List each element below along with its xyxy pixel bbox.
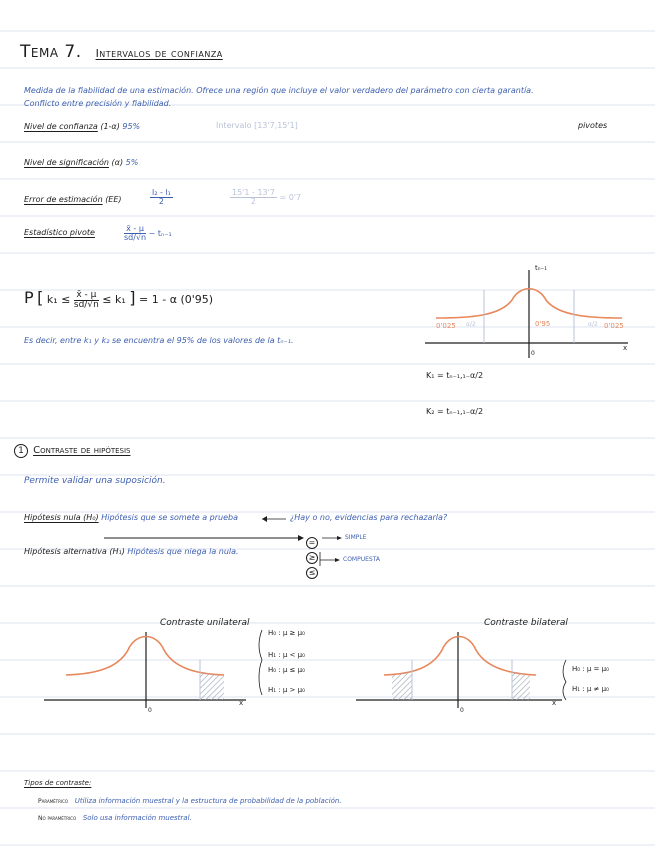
unilateral-h0b: H₀ : μ ≤ μ₀ [268, 666, 305, 674]
parametrico-desc: Utiliza información muestral y la estructura de probabilidad de la población. [74, 797, 342, 805]
ee-note-denominator: 2 [250, 197, 256, 206]
section-1-number: 1 [14, 444, 28, 458]
t-plot-tail-right: α/2 [588, 321, 598, 328]
t-plot-ylabel: tₙ₋₁ [535, 264, 548, 272]
section-1-heading [14, 440, 131, 458]
prob-numerator: x̄ - μ [74, 291, 99, 301]
nivel-confianza-row [24, 123, 140, 131]
prob-rhs: = 1 - α (0'95) [139, 293, 214, 306]
unilateral-h1b: H₁ : μ > μ₀ [268, 686, 305, 694]
ee-note-numerator: 15'1 - 13'7 [232, 188, 275, 197]
k1-definition: K₁ = tₙ₋₁,₁₋α/2 [426, 371, 484, 380]
prob-p: P [24, 288, 34, 307]
h0-label: Hipótesis nula (H₀) [24, 513, 99, 522]
prob-k2: ≤ k₁ [102, 293, 126, 306]
parametrico-row [38, 798, 342, 805]
k2-definition: K₂ = tₙ₋₁,₁₋α/2 [426, 407, 484, 416]
page-title [20, 44, 223, 61]
h1-label: Hipótesis alternativa (H₁) [24, 547, 125, 556]
error-estimacion-fraction [150, 189, 173, 206]
h0-description: Hipótesis que se somete a prueba [101, 513, 238, 522]
bilateral-x: x [552, 699, 557, 707]
nivel-significacion-symbol: (α) [111, 158, 124, 167]
tipos-title: Tipos de contraste: [24, 779, 92, 787]
bilateral-h1: H₁ : μ ≠ μ₀ [572, 685, 609, 693]
nivel-confianza-note: Intervalo [13'7,15'1] [216, 121, 298, 130]
side-note: pivotes [578, 121, 608, 130]
pivote-distribution: ~ tₙ₋₁ [148, 229, 172, 238]
intro-line-1: Medida de la fiabilidad de una estimación. Ofrece una región que incluye el valor verdadero del parámetro con cierta garantía. [24, 86, 534, 95]
bilateral-h0: H₀ : μ = μ₀ [572, 665, 609, 673]
parametrico-label: Paramétrico [38, 798, 69, 805]
h0-row [24, 514, 238, 522]
h0-question: ¿Hay o no, evidencias para rechazarla? [290, 513, 448, 522]
unilateral-title: Contraste unilateral [160, 618, 250, 628]
unilateral-zero: 0 [148, 707, 152, 714]
noparametrico-desc: Solo usa información muestral. [82, 814, 192, 822]
t-plot-zero: 0 [531, 350, 535, 357]
nivel-confianza-symbol: (1-α) [100, 122, 120, 131]
error-estimacion-label: Error de estimación [24, 195, 103, 204]
title-number: Tema 7. [20, 42, 82, 62]
noparametrico-row [38, 815, 192, 822]
le-symbol: ≤ [306, 562, 318, 579]
t-plot-right-label: 0'025 [604, 322, 624, 330]
error-estimacion-note [230, 189, 301, 206]
h1-row [24, 548, 239, 556]
ee-note-result: = 0'7 [279, 193, 302, 202]
equal-symbol: = [306, 532, 318, 549]
bilateral-title: Contraste bilateral [484, 618, 568, 628]
pivote-numerator: x̄ - μ [124, 225, 146, 234]
noparametrico-label: No paramétrico [38, 815, 77, 822]
t-plot-xlabel: x [623, 344, 628, 352]
unilateral-h0a: H₀ : μ ≥ μ₀ [268, 629, 305, 637]
section-1-title: Contraste de hipótesis [33, 445, 131, 456]
compuesta-label: COMPUESTA [343, 556, 381, 563]
error-estimacion-row [24, 196, 122, 204]
t-plot-tail-left: α/2 [466, 321, 476, 328]
unilateral-x: x [239, 699, 244, 707]
simple-label: SIMPLE [345, 534, 367, 541]
nivel-confianza-value: 95% [122, 122, 141, 131]
nivel-significacion-row [24, 159, 138, 167]
pivote-label: Estadístico pivote [24, 228, 95, 237]
prob-k1: k₁ ≤ [46, 293, 71, 306]
t-plot-center-label: 0'95 [535, 320, 551, 328]
es-decir-text: Es decir, entre k₁ y k₂ se encuentra el 95% de los valores de la tₙ₋₁. [24, 336, 294, 345]
permite-text: Permite validar una suposición. [24, 476, 166, 486]
t-plot-left-label: 0'025 [436, 322, 456, 330]
nivel-significacion-value: 5% [125, 158, 139, 167]
prob-denominator: sd/√n [73, 299, 99, 310]
nivel-significacion-label: Nivel de significación [24, 158, 109, 167]
title-name: Intervalos de confianza [95, 47, 223, 60]
pivote-formula [124, 225, 172, 242]
intro-line-2: Conflicto entre precisión y fiabilidad. [24, 99, 172, 108]
pivote-denominator: sd/√n [124, 233, 147, 242]
probability-formula: P [ k₁ ≤ $\frac{x̄ - \mu}{sd/√n}$ ≤ k₁ ] = 1 - α (0'95) [24, 288, 214, 310]
error-estimacion-symbol: (EE) [105, 195, 122, 204]
nivel-confianza-label: Nivel de confianza [24, 122, 98, 131]
h1-description: Hipótesis que niega la nula. [127, 547, 239, 556]
unilateral-h1a: H₁ : μ < μ₀ [268, 651, 305, 659]
ge-symbol: ≥ [306, 547, 318, 564]
bilateral-zero: 0 [460, 707, 464, 714]
ee-denominator: 2 [158, 197, 164, 206]
ee-numerator: l₂ - l₁ [152, 188, 171, 197]
